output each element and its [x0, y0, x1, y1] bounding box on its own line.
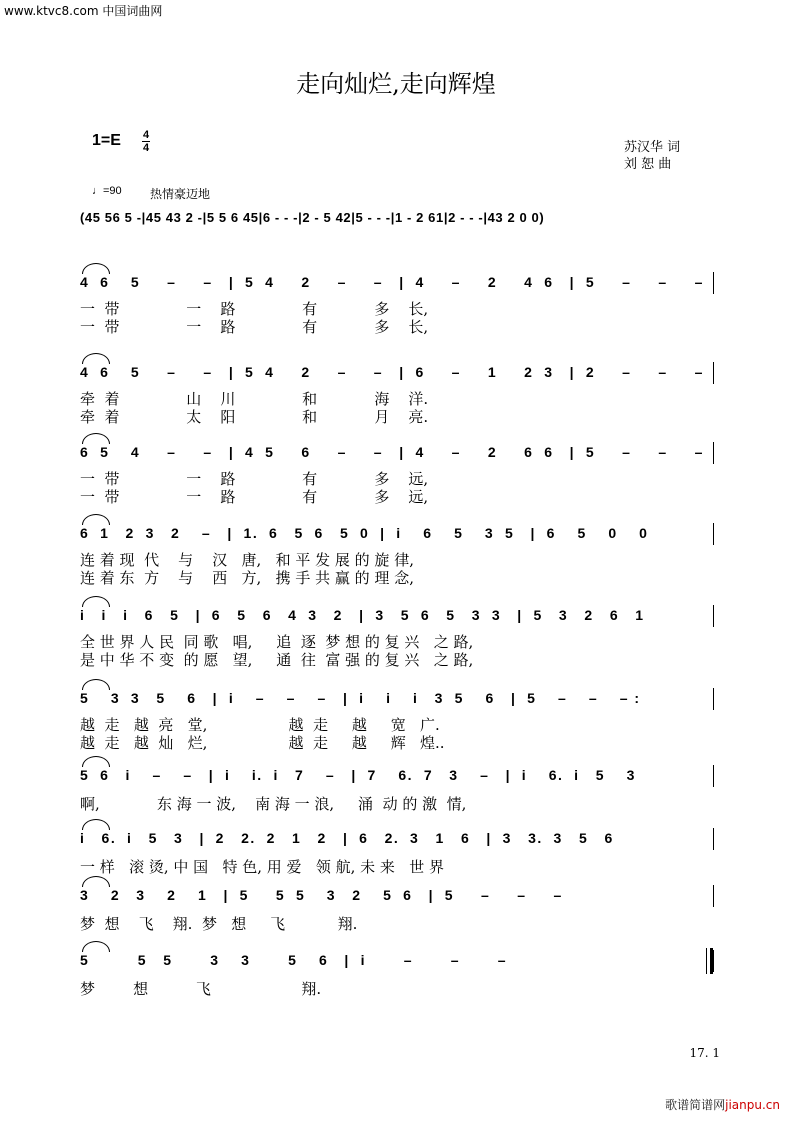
system-end-barline [713, 765, 714, 787]
lyric-line: 全 世 界 人 民 同 歌 唱, 追 逐 梦 想 的 复 兴 之 路, [80, 633, 474, 651]
lyric-line: 一 带 一 路 有 多 长, [80, 300, 429, 318]
composer-credit: 刘 恕 曲 [624, 157, 672, 172]
page-number: 17. 1 [689, 1046, 720, 1060]
key-signature: 1=E [92, 132, 121, 149]
final-barline-thin [706, 948, 707, 974]
slur-mark [82, 433, 110, 444]
system-notes: 3 2 3 2 1 | 5 5 5 3 2 5 6 | 5 – – – [80, 887, 563, 903]
system-end-barline [713, 605, 714, 627]
tempo-marking: ♩=90 [92, 185, 122, 197]
system-end-barline [713, 272, 714, 294]
lyric-line: 啊, 东 海 一 波, 南 海 一 浪, 涌 动 的 激 情, [80, 795, 467, 813]
system-end-barline [713, 362, 714, 384]
lyric-line: 一 样 滚 烫, 中 国 特 色, 用 爱 领 航, 未 来 世 界 [80, 858, 444, 876]
slur-mark [82, 263, 110, 274]
time-signature-top: 4 [142, 129, 150, 141]
system-notes: 5 3 3 5 6 | i – – – | i i i 3 5 6 | 5 – – – : [80, 690, 641, 706]
system-notes: i i i 6 5 | 6 5 6 4 3 2 | 3 5 6 5 3 3 | 5 3 2 6 1 [80, 607, 645, 623]
score-system [80, 605, 720, 675]
system-notes: 6 1 2 3 2 – | 1. 6 5 6 5 0 | i 6 5 3 5 | 6 5 0 0 [80, 525, 649, 541]
system-notes: 6 5 4 – – | 4 5 6 – – | 4 – 2 6 6 | 5 – – – [80, 444, 704, 460]
site-watermark-bottom [665, 1096, 780, 1113]
song-title: 走向灿烂,走向辉煌 [296, 70, 496, 98]
score-system [80, 442, 720, 512]
lyric-line: 越 走 越 亮 堂, 越 走 越 宽 广. [80, 716, 440, 734]
score-system [80, 885, 720, 955]
score-system [80, 765, 720, 835]
score-system [80, 688, 720, 758]
system-end-barline [713, 828, 714, 850]
system-notes: i 6. i 5 3 | 2 2. 2 1 2 | 6 2. 3 1 6 | 3 3. 3 5 6 [80, 830, 614, 846]
lyric-line: 是 中 华 不 变 的 愿 望, 通 往 富 强 的 复 兴 之 路, [80, 651, 474, 669]
slur-mark [82, 514, 110, 525]
score-system [80, 362, 720, 432]
score-system [80, 272, 720, 342]
system-notes: 4 6 5 – – | 5 4 2 – – | 4 – 2 4 6 | 5 – – – [80, 274, 704, 290]
lyric-line: 一 带 一 路 有 多 远, [80, 488, 429, 506]
lyric-line: 连 着 东 方 与 西 方, 携 手 共 赢 的 理 念, [80, 569, 414, 587]
lyric-line: 一 带 一 路 有 多 远, [80, 470, 429, 488]
system-end-barline [713, 885, 714, 907]
expression-marking: 热情豪迈地 [150, 187, 211, 201]
lyric-line: 牵 着 山 川 和 海 洋. [80, 390, 429, 408]
lyric-line: 一 带 一 路 有 多 长, [80, 318, 429, 336]
lyric-line: 越 走 越 灿 烂, 越 走 越 辉 煌.. [80, 734, 445, 752]
footer-site-url: jianpu.cn [725, 1098, 780, 1112]
time-signature [141, 129, 151, 154]
lyric-line: 连 着 现 代 与 汉 唐, 和 平 发 展 的 旋 律, [80, 551, 414, 569]
intro-notes: (45 56 5 -|45 43 2 -|5 5 6 45|6 - - -|2 - 5 42|5 - - -|1 - 2 61|2 - - -|43 2 0 0) [80, 210, 545, 225]
slur-mark [82, 596, 110, 607]
system-notes: 5 6 i – – | i i. i 7 – | 7 6. 7 3 – | i 6. i 5 3 [80, 767, 636, 783]
slur-mark [82, 679, 110, 690]
final-barline-thick [710, 948, 713, 974]
score-system [80, 523, 720, 593]
lyricist-credit: 苏汉华 词 [624, 140, 681, 155]
lyric-line: 梦 想 飞 翔. 梦 想 飞 翔. [80, 915, 358, 933]
footer-site-name: 歌谱简谱网 [665, 1098, 726, 1112]
system-end-barline [713, 523, 714, 545]
time-signature-bottom: 4 [142, 142, 150, 154]
slur-mark [82, 353, 110, 364]
system-notes: 5 5 5 3 3 5 6 | i – – – [80, 952, 508, 968]
system-end-barline [713, 950, 714, 972]
score-system [80, 950, 720, 1020]
lyric-line: 梦 想 飞 翔. [80, 980, 322, 998]
system-notes: 4 6 5 – – | 5 4 2 – – | 6 – 1 2 3 | 2 – – – [80, 364, 704, 380]
system-end-barline [713, 442, 714, 464]
system-end-barline [713, 688, 714, 710]
lyric-line: 牵 着 太 阳 和 月 亮. [80, 408, 429, 426]
site-watermark-top: www.ktvc8.com 中国词曲网 [4, 4, 163, 18]
